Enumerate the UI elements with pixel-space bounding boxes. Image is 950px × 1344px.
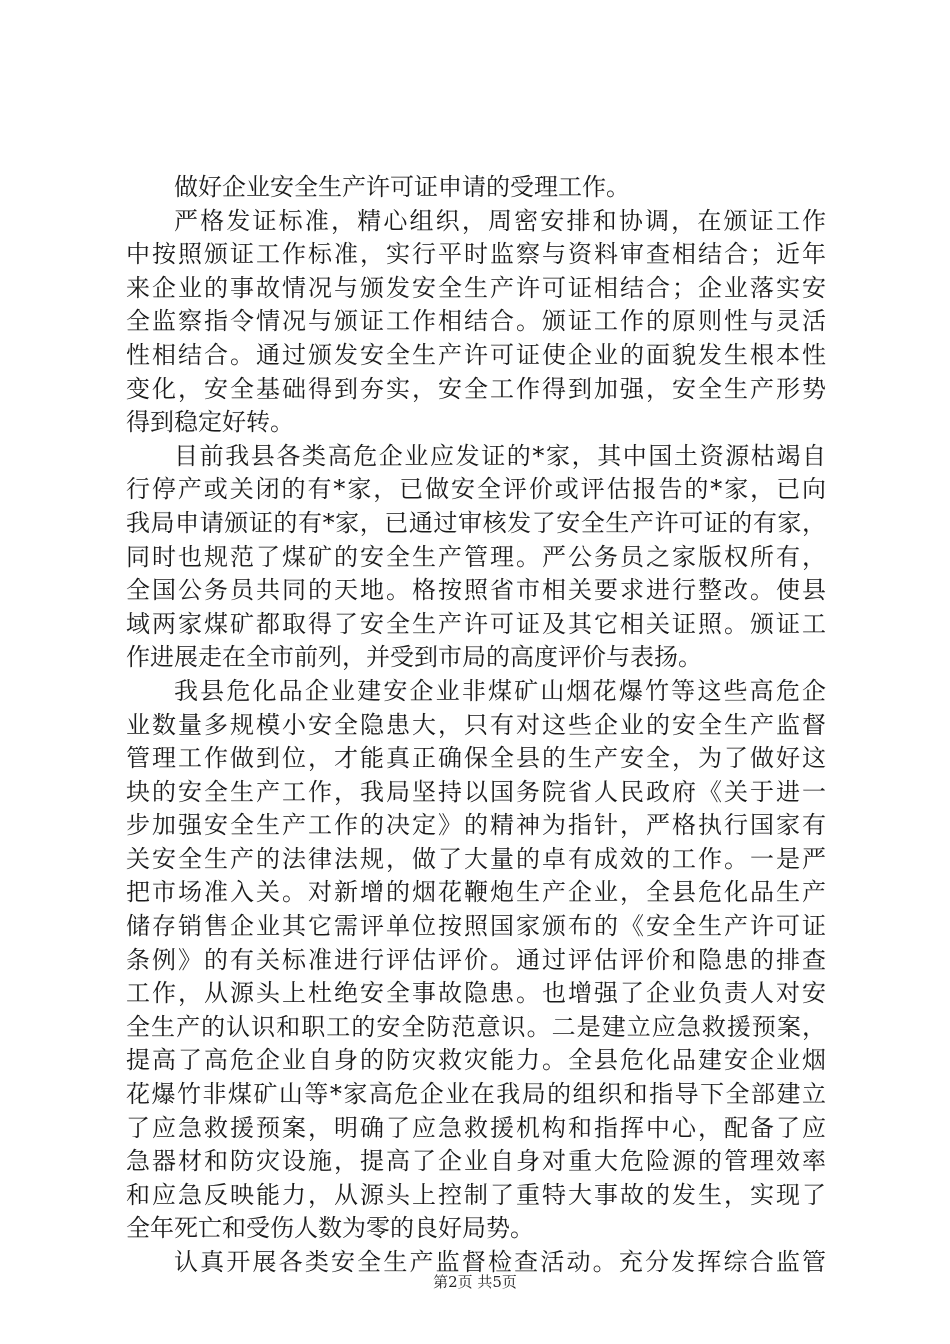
text-line: 管理工作做到位，才能真正确保全县的生产安全，为了做好这	[126, 744, 826, 773]
text-line: 急器材和防灾设施，提高了企业自身对重大危险源的管理效率	[126, 1147, 826, 1176]
text-line: 业数量多规模小安全隐患大，只有对这些企业的安全生产监督	[126, 710, 826, 739]
text-line: 性相结合。通过颁发安全生产许可证使企业的面貌发生根本性	[126, 340, 826, 369]
document-body	[126, 171, 826, 1280]
text-line: 块的安全生产工作，我局坚持以国务院省人民政府《关于进一	[126, 777, 826, 806]
text-line: 条例》的有关标准进行评估评价。通过评估评价和隐患的排查	[126, 945, 826, 974]
text-line: 中按照颁证工作标准，实行平时监察与资料审查相结合；近年	[126, 240, 826, 269]
text-line: 提高了高危企业自身的防灾救灾能力。全县危化品建安企业烟	[126, 1046, 826, 1075]
text-line: 全监察指令情况与颁证工作相结合。颁证工作的原则性与灵活	[126, 307, 826, 336]
text-line: 把市场准入关。对新增的烟花鞭炮生产企业，全县危化品生产	[126, 878, 826, 907]
page-footer: 第2页 共5页	[433, 1273, 517, 1291]
text-line: 得到稳定好转。	[126, 408, 294, 437]
text-line: 我县危化品企业建安企业非煤矿山烟花爆竹等这些高危企	[174, 676, 826, 705]
text-line: 行停产或关闭的有*家，已做安全评价或评估报告的*家，已向	[126, 475, 826, 504]
text-line: 全生产的认识和职工的安全防范意识。二是建立应急救援预案，	[126, 1012, 826, 1041]
text-line: 了应急救援预案，明确了应急救援机构和指挥中心，配备了应	[126, 1113, 826, 1142]
text-line: 严格发证标准，精心组织，周密安排和协调，在颁证工作	[174, 206, 826, 235]
text-line: 花爆竹非煤矿山等*家高危企业在我局的组织和指导下全部建立	[126, 1080, 826, 1109]
text-line: 关安全生产的法律法规，做了大量的卓有成效的工作。一是严	[126, 844, 826, 873]
text-line: 我局申请颁证的有*家，已通过审核发了安全生产许可证的有家，	[126, 508, 826, 537]
text-line: 目前我县各类高危企业应发证的*家，其中国土资源枯竭自	[174, 441, 826, 470]
text-line: 同时也规范了煤矿的安全生产管理。严公务员之家版权所有，	[126, 542, 826, 571]
text-line: 域两家煤矿都取得了安全生产许可证及其它相关证照。颁证工	[126, 609, 826, 638]
text-line: 做好企业安全生产许可证申请的受理工作。	[174, 173, 630, 201]
text-line: 认真开展各类安全生产监督检查活动。充分发挥综合监管	[174, 1248, 826, 1276]
text-line: 作进展走在全市前列，并受到市局的高度评价与表扬。	[126, 643, 702, 672]
text-line: 步加强安全生产工作的决定》的精神为指针，严格执行国家有	[126, 811, 826, 840]
text-line: 全年死亡和受伤人数为零的良好局势。	[126, 1214, 534, 1243]
text-line: 全国公务员共同的天地。格按照省市相关要求进行整改。使县	[126, 576, 826, 605]
text-line: 和应急反映能力，从源头上控制了重特大事故的发生，实现了	[126, 1180, 826, 1209]
text-line: 来企业的事故情况与颁发安全生产许可证相结合；企业落实安	[126, 273, 826, 302]
text-line: 储存销售企业其它需评单位按照国家颁布的《安全生产许可证	[126, 912, 826, 941]
text-line: 变化，安全基础得到夯实，安全工作得到加强，安全生产形势	[126, 374, 826, 403]
text-line: 工作，从源头上杜绝安全事故隐患。也增强了企业负责人对安	[126, 979, 826, 1008]
